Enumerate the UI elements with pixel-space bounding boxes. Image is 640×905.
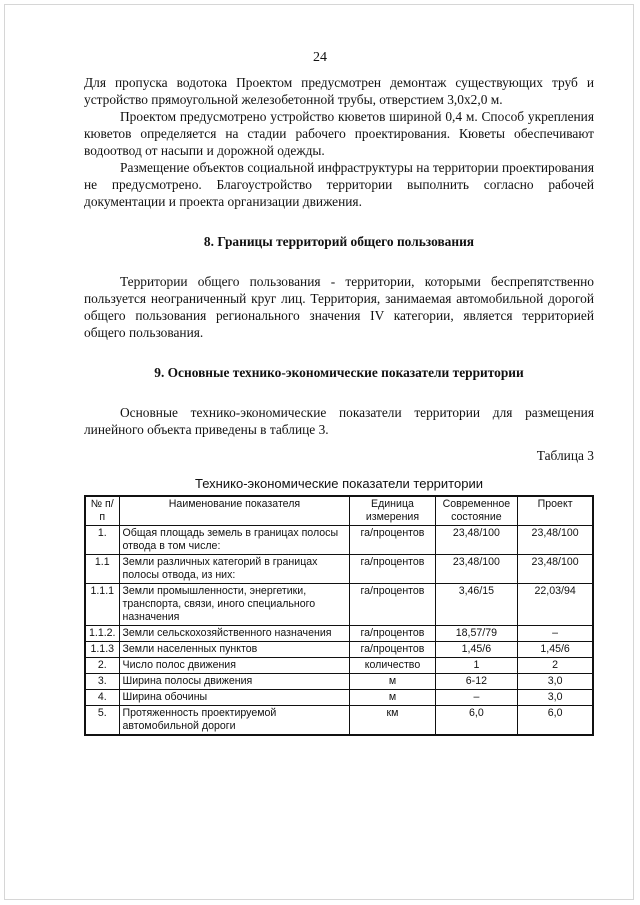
paragraph-ditches: Проектом предусмотрено устройство кюветов шириной 0,4 м. Способ укрепления кюветов определяется на стадии рабочего проектирования. Кюветы обеспечивают водоотвод от насыпи и дорожной одежды. — [84, 109, 594, 158]
cell-project: 2 — [518, 658, 593, 674]
cell-unit: км — [350, 706, 435, 736]
cell-current: 6-12 — [435, 674, 518, 690]
cell-current: 1 — [435, 658, 518, 674]
cell-unit: м — [350, 674, 435, 690]
page-number: 24 — [313, 50, 327, 65]
cell-current: 23,48/100 — [435, 555, 518, 584]
table-row — [85, 642, 593, 658]
cell-name: Земли населенных пунктов — [119, 642, 350, 658]
cell-project: 23,48/100 — [518, 555, 593, 584]
cell-project: 3,0 — [518, 674, 593, 690]
cell-unit: га/процентов — [350, 642, 435, 658]
cell-num: 3. — [85, 674, 119, 690]
document-body — [84, 74, 594, 736]
table-row — [85, 674, 593, 690]
table-row — [85, 626, 593, 642]
cell-name: Число полос движения — [119, 658, 350, 674]
cell-unit: га/процентов — [350, 584, 435, 626]
section-8-heading: 8. Границы территорий общего пользования — [203, 234, 475, 249]
cell-unit: га/процентов — [350, 555, 435, 584]
cell-num: 1.1.2. — [85, 626, 119, 642]
table-label: Таблица 3 — [536, 448, 594, 463]
table-title: Технико-экономические показатели территории — [195, 476, 483, 491]
table-row — [85, 690, 593, 706]
cell-name: Ширина обочины — [119, 690, 350, 706]
cell-name: Ширина полосы движения — [119, 674, 350, 690]
cell-num: 1.1.3 — [85, 642, 119, 658]
cell-current: – — [435, 690, 518, 706]
cell-unit: количество — [350, 658, 435, 674]
cell-num: 1.1.1 — [85, 584, 119, 626]
paragraph-drainage: Для пропуска водотока Проектом предусмотрен демонтаж существующих труб и устройство прямоугольной железобетонной трубы, отверстием 3,0х2,0 м. — [84, 75, 594, 107]
table-row — [85, 584, 593, 626]
table-row — [85, 555, 593, 584]
cell-name: Общая площадь земель в границах полосы отвода в том числе: — [119, 526, 350, 555]
indicators-table — [84, 495, 594, 736]
section-8-text: Территории общего пользования - территории, которыми беспрепятственно пользуется неограниченный круг лиц. Территория, занимаемая автомобильной дорогой общего пользования регионального значения IV категории, является территорией общего пользования. — [84, 274, 594, 340]
cell-unit: м — [350, 690, 435, 706]
cell-unit: га/процентов — [350, 526, 435, 555]
cell-project: 1,45/6 — [518, 642, 593, 658]
header-current: Современное состояние — [435, 496, 518, 526]
cell-current: 18,57/79 — [435, 626, 518, 642]
cell-current: 23,48/100 — [435, 526, 518, 555]
table-header-row — [85, 496, 593, 526]
cell-name: Земли различных категорий в границах полосы отвода, из них: — [119, 555, 350, 584]
table-row — [85, 658, 593, 674]
cell-project: 6,0 — [518, 706, 593, 736]
cell-num: 2. — [85, 658, 119, 674]
cell-project: – — [518, 626, 593, 642]
paragraph-infrastructure: Размещение объектов социальной инфраструктуры на территории проектирования не предусмотрено. Благоустройство территории выполнить согласно рабочей документации и проекта организации движения. — [84, 160, 594, 209]
cell-project: 3,0 — [518, 690, 593, 706]
table-row — [85, 706, 593, 736]
cell-unit: га/процентов — [350, 626, 435, 642]
cell-project: 22,03/94 — [518, 584, 593, 626]
cell-num: 4. — [85, 690, 119, 706]
cell-current: 1,45/6 — [435, 642, 518, 658]
cell-num: 1. — [85, 526, 119, 555]
cell-num: 5. — [85, 706, 119, 736]
header-num: № п/п — [85, 496, 119, 526]
cell-name: Протяженность проектируемой автомобильной дороги — [119, 706, 350, 736]
cell-name: Земли сельскохозяйственного назначения — [119, 626, 350, 642]
section-9-heading: 9. Основные технико-экономические показатели территории — [154, 365, 524, 380]
cell-project: 23,48/100 — [518, 526, 593, 555]
cell-current: 6,0 — [435, 706, 518, 736]
cell-current: 3,46/15 — [435, 584, 518, 626]
header-unit: Единица измерения — [350, 496, 435, 526]
cell-name: Земли промышленности, энергетики, транспорта, связи, иного специального назначения — [119, 584, 350, 626]
cell-num: 1.1 — [85, 555, 119, 584]
section-9-text: Основные технико-экономические показатели территории для размещения линейного объекта приведены в таблице 3. — [84, 405, 594, 437]
header-name: Наименование показателя — [119, 496, 350, 526]
header-project: Проект — [518, 496, 593, 526]
table-row — [85, 526, 593, 555]
